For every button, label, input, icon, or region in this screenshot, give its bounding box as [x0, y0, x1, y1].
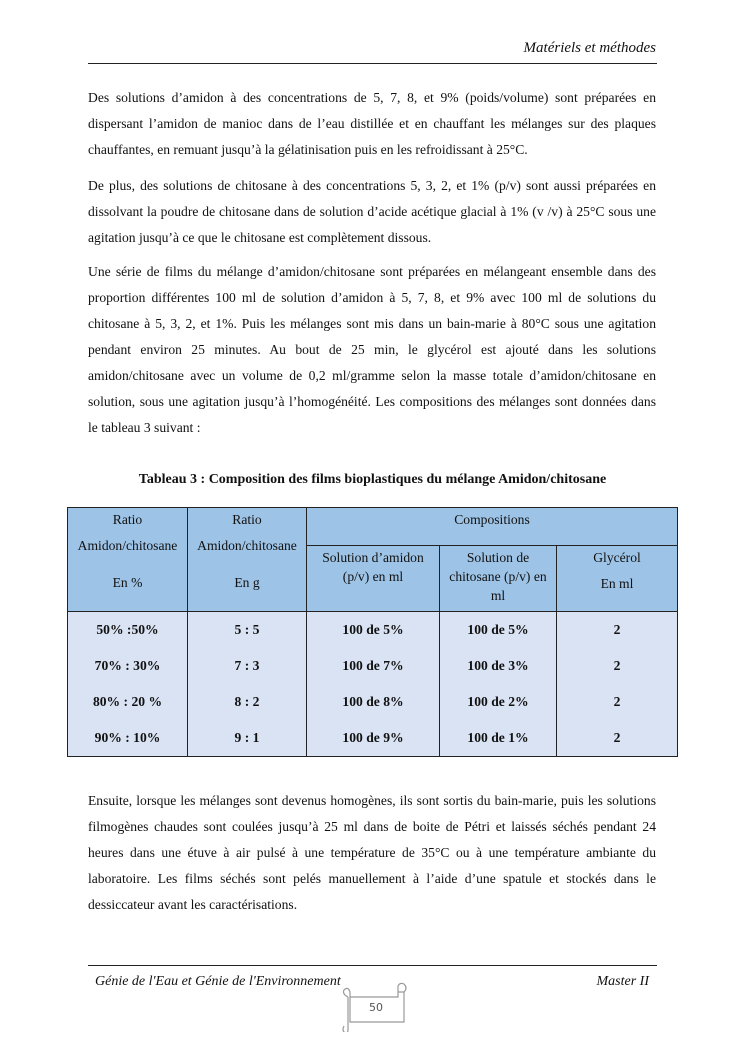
- paragraph-2: De plus, des solutions de chitosane à des concentrations 5, 3, 2, et 1% (p/v) sont aussi préparées en dissolvant la poudre de chitosane dans de solution d’acide acétique glacial à 1% (v /v) à 25°C sous une agitation jusqu’à ce que le chitosane est complètement dissous.: [88, 178, 656, 245]
- paragraph-1: Des solutions d’amidon à des concentrations de 5, 7, 8, et 9% (poids/volume) sont préparées en dispersant l’amidon de manioc dans de l’eau distillée et en chauffant les mélanges sur des plaques chauffantes, en remuant jusqu’à la gélatinisation puis en les refroidissant à 25°C.: [88, 90, 656, 157]
- header-text: Glycérol: [593, 550, 641, 565]
- header-rule: [88, 63, 657, 64]
- header-chitosane-solution: Solution de chitosane (p/v) en ml: [440, 546, 557, 612]
- cell-value: 9 : 1: [234, 730, 260, 745]
- header-text: Ratio: [232, 512, 262, 527]
- header-text: En ml: [600, 576, 634, 591]
- footer-rule: [88, 965, 657, 966]
- ratio-grams-cell: [188, 612, 307, 757]
- header-text: En g: [234, 575, 260, 590]
- cell-value: 2: [613, 730, 621, 745]
- header-compositions: Compositions: [307, 508, 678, 546]
- table-body-row: [68, 612, 678, 757]
- cell-value: 100 de 5%: [342, 622, 404, 637]
- table-caption: Tableau 3 : Composition des films bioplastiques du mélange Amidon/chitosane: [138, 472, 607, 487]
- paragraph-3: Une série de films du mélange d’amidon/chitosane sont préparées en mélangeant ensemble dans des proportion différentes 100 ml de solution d’amidon à 5, 7, 8, et 9% avec 100 ml de solutions du chitosane à 5, 3, 2, et 1%. Puis les mélanges sont mis dans un bain-marie à 80°C sous une agitation pendant environ 25 minutes. Au bout de 25 min, le glycérol est ajouté dans les solutions amidon/chitosane avec un volume de 0,2 ml/gramme selon la masse totale d’amidon/chitosane en solution, sous une agitation jusqu’à l’homogénéité. Les compositions des mélanges sont données dans le tableau 3 suivant :: [88, 264, 656, 435]
- cell-value: 80% : 20 %: [92, 694, 163, 709]
- header-text: Amidon/chitosane: [197, 538, 297, 553]
- cell-value: 50% :50%: [96, 622, 159, 637]
- header-glycerol: [557, 546, 678, 612]
- cell-value: 2: [613, 622, 621, 637]
- cell-value: 100 de 2%: [467, 694, 529, 709]
- header-ratio-grams: [188, 508, 307, 612]
- running-header: Matériels et méthodes: [523, 40, 656, 56]
- amidon-cell: [307, 612, 440, 757]
- cell-value: 2: [613, 658, 621, 673]
- cell-value: 7 : 3: [234, 658, 260, 673]
- cell-value: 100 de 8%: [342, 694, 404, 709]
- chitosane-cell: [440, 612, 557, 757]
- cell-value: 70% : 30%: [94, 658, 161, 673]
- footer-left: Génie de l'Eau et Génie de l'Environnement: [95, 974, 341, 989]
- cell-value: 100 de 3%: [467, 658, 529, 673]
- cell-value: 5 : 5: [234, 622, 260, 637]
- header-text: Ratio: [112, 512, 143, 527]
- header-text: Amidon/chitosane: [77, 538, 178, 553]
- header-text: En %: [112, 575, 143, 590]
- header-ratio-percent: [68, 508, 188, 612]
- ratio-percent-cell: [68, 612, 188, 757]
- paragraph-4: Ensuite, lorsque les mélanges sont devenus homogènes, ils sont sortis du bain-marie, puis les solutions filmogènes chaudes sont coulées jusqu’à 25 ml dans de boite de Pétri et laissés séchés pendant 24 heures dans une étuve à air pulsé à une température de 35°C ou à une température ambiante du laboratoire. Les films séchés sont pelés manuellement à l’aide d’une spatule et stockés dans le dessiccateur avant les caractérisations.: [88, 793, 656, 912]
- footer-right: Master II: [596, 974, 649, 989]
- cell-value: 100 de 7%: [342, 658, 404, 673]
- cell-value: 100 de 1%: [467, 730, 529, 745]
- cell-value: 100 de 5%: [467, 622, 529, 637]
- cell-value: 2: [613, 694, 621, 709]
- header-amidon-solution: Solution d’amidon (p/v) en ml: [307, 546, 440, 612]
- cell-value: 8 : 2: [234, 694, 260, 709]
- cell-value: 90% : 10%: [94, 730, 161, 745]
- cell-value: 100 de 9%: [342, 730, 404, 745]
- glycerol-cell: [557, 612, 678, 757]
- page-number: 50: [369, 1001, 383, 1014]
- composition-table: [67, 507, 678, 757]
